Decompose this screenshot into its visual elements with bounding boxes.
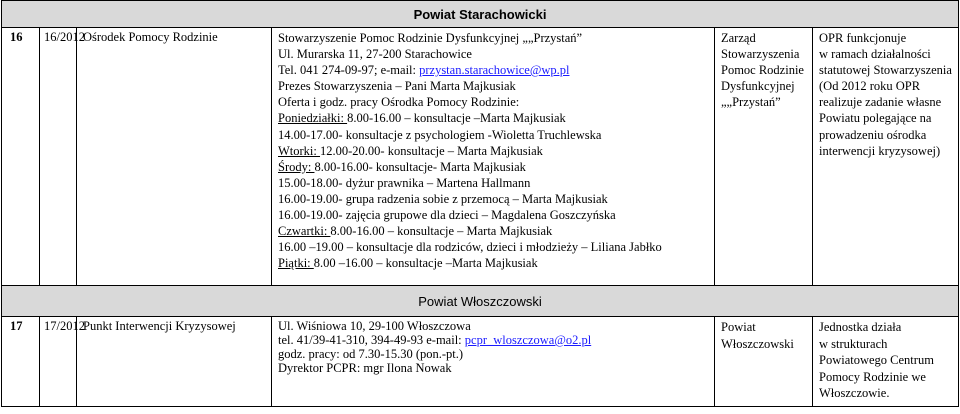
managing-entity bbox=[715, 317, 813, 407]
description-line: realizuje zadanie własne bbox=[819, 95, 942, 110]
institution-name: Ośrodek Pomocy Rodzinie bbox=[77, 28, 272, 286]
description-line: Powiatowego Centrum bbox=[819, 353, 934, 367]
detail-text: 8.00-16.00 – konsultacje –Marta Majkusiak bbox=[347, 111, 566, 126]
description-line: interwencji kryzysowej) bbox=[819, 143, 941, 158]
managing-entity bbox=[715, 28, 813, 286]
description-line: Włoszczowie. bbox=[819, 386, 890, 400]
detail-line bbox=[278, 347, 714, 361]
weekday-label: Piątki: bbox=[278, 256, 314, 271]
description-line: Jednostka działa bbox=[819, 320, 902, 334]
detail-text: Prezes Stowarzyszenia – Pani Marta Majkusiak bbox=[278, 79, 516, 94]
detail-line bbox=[278, 207, 714, 223]
section-header-row bbox=[2, 1, 959, 28]
detail-text: 14.00-17.00- konsultacje z psychologiem -Wioletta Truchlewska bbox=[278, 127, 602, 142]
detail-text: Dyrektor PCPR: mgr Ilona Nowak bbox=[278, 361, 452, 375]
detail-line bbox=[278, 159, 714, 175]
detail-line bbox=[278, 191, 714, 207]
detail-line bbox=[278, 62, 714, 78]
detail-line bbox=[278, 319, 714, 333]
institutions-table bbox=[1, 0, 959, 407]
entity-line: Dysfunkcyjnej bbox=[721, 79, 795, 94]
weekday-label: Środy: bbox=[278, 159, 315, 174]
detail-text: 15.00-18.00- dyżur prawnika – Martena Hallmann bbox=[278, 175, 531, 190]
contact-details bbox=[272, 317, 715, 407]
table-row bbox=[2, 28, 959, 286]
detail-text: 8.00 –16.00 – konsultacje –Marta Majkusiak bbox=[313, 256, 538, 271]
entity-line: Zarząd bbox=[721, 31, 756, 45]
section-header-row bbox=[2, 286, 959, 317]
detail-line bbox=[278, 110, 714, 126]
entity-line: Powiat bbox=[721, 320, 756, 334]
detail-text: Tel. 041 274-09-97; e-mail: bbox=[278, 63, 420, 78]
table-row bbox=[2, 317, 959, 407]
detail-text: Ul. Murarska 11, 27-200 Starachowice bbox=[278, 47, 472, 62]
detail-text: tel. 41/39-41-310, 394-49-93 e-mail: bbox=[278, 333, 465, 347]
detail-text: 8.00-16.00- konsultacje- Marta Majkusiak bbox=[314, 159, 526, 174]
institution-name: Punkt Interwencji Kryzysowej bbox=[77, 317, 272, 407]
section-title: Powiat Włoszczowski bbox=[2, 286, 959, 317]
detail-line bbox=[278, 30, 714, 46]
description bbox=[813, 28, 959, 286]
entity-line: Pomoc Rodzinie bbox=[721, 63, 804, 78]
detail-line bbox=[278, 255, 714, 271]
weekday-label: Czwartki: bbox=[278, 224, 331, 239]
detail-line bbox=[278, 127, 714, 143]
description bbox=[813, 317, 959, 407]
detail-text: 8.00-16.00 – konsultacje – Marta Majkusiak bbox=[330, 224, 553, 239]
detail-line bbox=[278, 333, 714, 347]
entity-line: „„Przystań” bbox=[721, 95, 781, 110]
description-line: w ramach działalności bbox=[819, 47, 931, 62]
row-number: 17 bbox=[2, 317, 40, 407]
description-line: prowadzeniu ośrodka bbox=[819, 127, 927, 142]
detail-line bbox=[278, 143, 714, 159]
entity-line: Włoszczowski bbox=[721, 336, 794, 351]
description-line: Powiatu polegające na bbox=[819, 111, 932, 126]
detail-line bbox=[278, 78, 714, 94]
section-title: Powiat Starachowicki bbox=[2, 1, 959, 28]
detail-text: Stowarzyszenie Pomoc Rodzinie Dysfunkcyjnej „„Przystań” bbox=[278, 31, 583, 45]
detail-text: 16.00-19.00- zajęcia grupowe dla dzieci – Magdalena Goszczyńska bbox=[278, 208, 616, 223]
entity-line: Stowarzyszenia bbox=[721, 47, 800, 62]
detail-text: 12.00-20.00- konsultacje – Marta Majkusiak bbox=[320, 143, 543, 158]
description-line: (Od 2012 roku OPR bbox=[819, 79, 921, 94]
row-number: 16 bbox=[2, 28, 40, 286]
detail-text: 16.00 –19.00 – konsultacje dla rodziców, dzieci i młodzieży – Liliana Jabłko bbox=[278, 240, 662, 255]
description-line: Pomocy Rodzinie we bbox=[819, 369, 926, 384]
registry-number: 16/2012 bbox=[40, 28, 77, 286]
contact-details bbox=[272, 28, 715, 286]
detail-line bbox=[278, 239, 714, 255]
description-line: w strukturach bbox=[819, 336, 888, 351]
detail-text: Oferta i godz. pracy Ośrodka Pomocy Rodzinie: bbox=[278, 95, 520, 110]
detail-text: godz. pracy: od 7.30-15.30 (pon.-pt.) bbox=[278, 347, 464, 361]
description-line: statutowej Stowarzyszenia bbox=[819, 63, 952, 78]
detail-line bbox=[278, 175, 714, 191]
registry-number: 17/2012 bbox=[40, 317, 77, 407]
detail-line bbox=[278, 46, 714, 62]
description-line: OPR funkcjonuje bbox=[819, 31, 907, 45]
detail-text: Ul. Wiśniowa 10, 29-100 Włoszczowa bbox=[278, 319, 471, 333]
email-link[interactable]: przystan.starachowice@wp.pl bbox=[419, 63, 570, 78]
detail-line bbox=[278, 361, 714, 375]
weekday-label: Wtorki: bbox=[278, 143, 321, 158]
detail-line bbox=[278, 94, 714, 110]
weekday-label: Poniedziałki: bbox=[278, 111, 348, 126]
email-link[interactable]: pcpr_wloszczowa@o2.pl bbox=[464, 333, 592, 347]
detail-line bbox=[278, 223, 714, 239]
detail-text: 16.00-19.00- grupa radzenia sobie z przemocą – Marta Majkusiak bbox=[278, 191, 608, 206]
